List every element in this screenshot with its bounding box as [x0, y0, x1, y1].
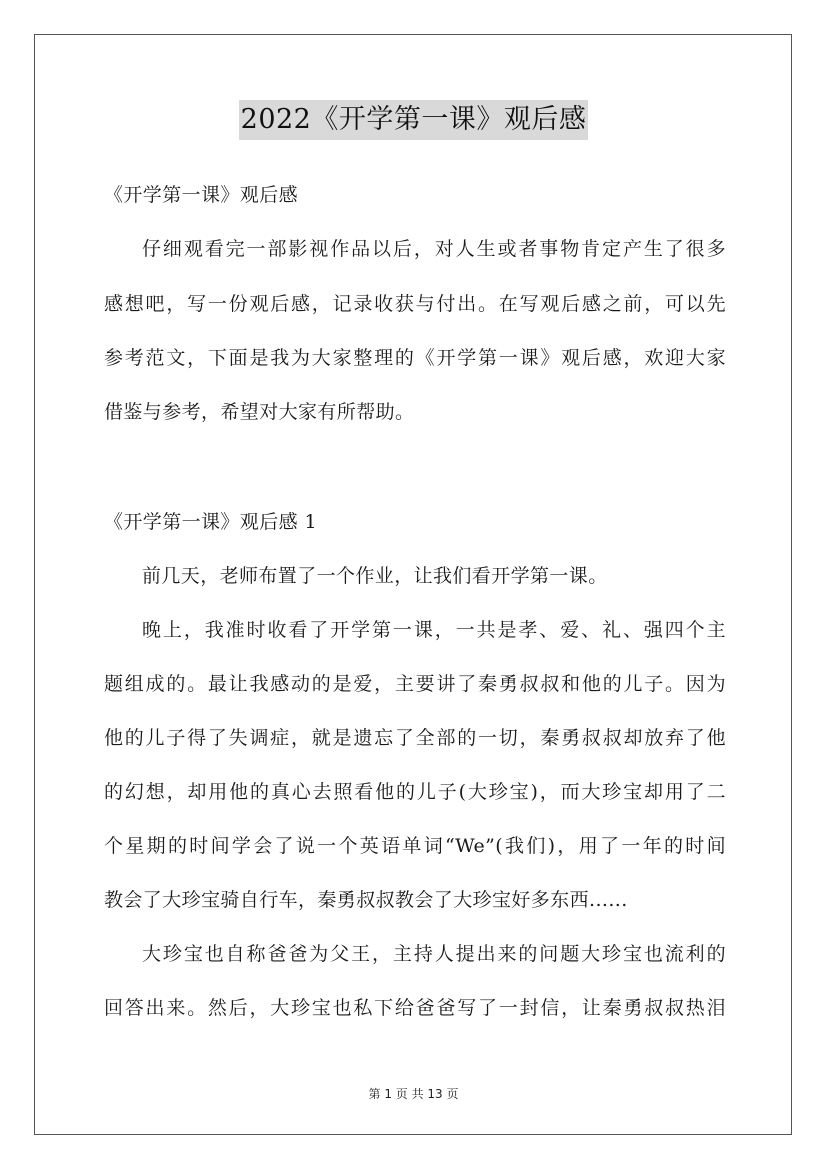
para2-line-2: 题组成的。最让我感动的是爱，主要讲了秦勇叔叔和他的儿子。因为 — [104, 673, 726, 695]
intro-line-3: 参考范文，下面是我为大家整理的《开学第一课》观后感，欢迎大家 — [104, 347, 726, 369]
para2-line-3: 他的儿子得了失调症，就是遗忘了全部的一切，秦勇叔叔却放弃了他 — [104, 727, 726, 749]
para2-line-6: 教会了大珍宝骑自行车，秦勇叔叔教会了大珍宝好多东西...... — [104, 889, 628, 911]
para1-line-1: 前几天，老师布置了一个作业，让我们看开学第一课。 — [142, 565, 608, 587]
para2-line-5: 个星期的时间学会了说一个英语单词“We”(我们)，用了一年的时间 — [104, 835, 726, 857]
intro-line-2: 感想吧，写一份观后感，记录收获与付出。在写观后感之前，可以先 — [104, 293, 726, 315]
intro-line-1: 仔细观看完一部影视作品以后，对人生或者事物肯定产生了很多 — [142, 238, 726, 260]
para3-line-1: 大珍宝也自称爸爸为父王，主持人提出来的问题大珍宝也流利的 — [142, 943, 726, 965]
para2-line-4: 的幻想，却用他的真心去照看他的儿子(大珍宝)，而大珍宝却用了二 — [104, 781, 726, 803]
para3-line-2: 回答出来。然后，大珍宝也私下给爸爸写了一封信，让秦勇叔叔热泪 — [104, 997, 726, 1019]
para2-line-1: 晚上，我准时收看了开学第一课，一共是孝、爱、礼、强四个主 — [142, 619, 726, 641]
intro-line-4: 借鉴与参考，希望对大家有所帮助。 — [104, 401, 415, 423]
title-container — [0, 100, 827, 140]
page-number: 第 1 页 共 13 页 — [368, 1087, 459, 1101]
section-heading: 《开学第一课》观后感 1 — [104, 511, 317, 533]
document-title: 2022《开学第一课》观后感 — [239, 100, 589, 140]
subtitle: 《开学第一课》观后感 — [104, 184, 299, 206]
